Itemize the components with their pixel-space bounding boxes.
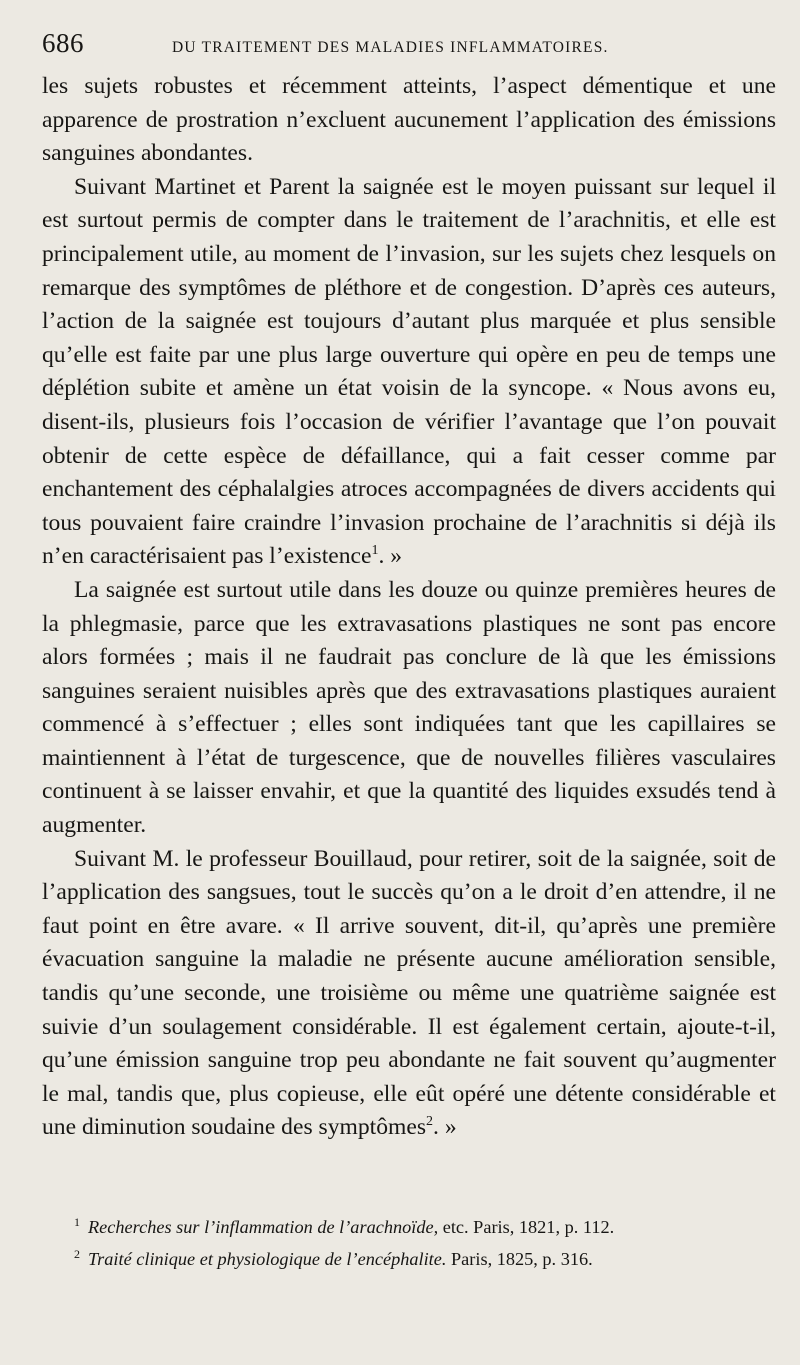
footnote-citation-1: etc. Paris, 1821, p. 112.: [438, 1217, 615, 1238]
footnote-2: [74, 1241, 776, 1273]
footnote-1: [74, 1209, 776, 1241]
footnote-ref-1: 1: [371, 543, 379, 559]
paragraph-1: les sujets robustes et récemment atteints, l’aspect démentique et une apparence de prostration n’excluent aucunement l’application des émissions sanguines abondantes.: [42, 73, 776, 167]
footnote-mark-2: 2: [74, 1247, 80, 1262]
paragraph-4: Suivant M. le professeur Bouillaud, pour retirer, soit de la saignée, soit de l’application des sangsues, tout le succès qu’on a le droit d’en attendre, il ne faut point en être avare. « Il arrive souvent, dit-il, qu’après une première évacuation sanguine la maladie ne présente aucune amélioration sensible, tandis qu’une seconde, une troisième ou même une quatrième saignée est suivie d’un soulagement considérable. Il est également certain, ajoute-t-il, qu’une émission sanguine trop peu abondante ne fait souvent qu’augmenter le mal, tandis que, plus copieuse, elle eût opéré une détente considérable et une diminution soudaine des symptômes$^2$. »: [42, 845, 776, 1141]
footnote-title-1: Recherches sur l’inflammation de l’arachnoïde,: [88, 1217, 439, 1238]
paragraph-3: La saignée est surtout utile dans les douze ou quinze premières heures de la phlegmasie, parce que les extravasations plastiques ne sont pas encore alors formées ; mais il ne faudrait pas conclure de là que les émissions sanguines seraient nuisibles après que des extravasations plastiques auraient commencé à s’effectuer ; elles sont indiquées tant que les capillaires se maintiennent à l’état de turgescence, que de nouvelles filières vasculaires continuent à se laisser envahir, et que la quantité des liquides exsudés tend à augmenter.: [42, 576, 776, 839]
footnote-citation-2: Paris, 1825, p. 316.: [446, 1249, 593, 1270]
footnote-mark-1: 1: [74, 1215, 80, 1229]
footnotes: [42, 1209, 776, 1273]
footnote-title-2: Traité clinique et physiologique de l’encéphalite.: [88, 1249, 447, 1270]
running-title: DU TRAITEMENT DES MALADIES INFLAMMATOIRES.: [172, 39, 609, 56]
paragraph-2: Suivant Martinet et Parent la saignée est le moyen puissant sur lequel il est surtout permis de compter dans le traitement de l’arachnitis, et elle est principalement utile, au moment de l’invasion, sur les sujets chez lesquels on remarque des symptômes de pléthore et de congestion. D’après ces auteurs, l’action de la saignée est toujours d’autant plus marquée et plus sensible qu’elle est faite par une plus large ouverture qui opère en peu de temps une déplétion subite et amène un état voisin de la syncope. « Nous avons eu, disent-ils, plusieurs fois l’occasion de vérifier l’avantage que l’on pouvait obtenir de cette espèce de défaillance, qui a fait cesser comme par enchantement des céphalalgies atroces accompagnées de divers accidents qui tous pouvaient faire craindre l’invasion prochaine de l’arachnitis si déjà ils n’en caractérisaient pas l’existence$^1$. »: [42, 173, 776, 570]
page-number: 686: [42, 28, 84, 58]
body-text: [42, 70, 776, 1145]
footnote-ref-2: 2: [426, 1114, 434, 1130]
page-header: [42, 28, 776, 70]
